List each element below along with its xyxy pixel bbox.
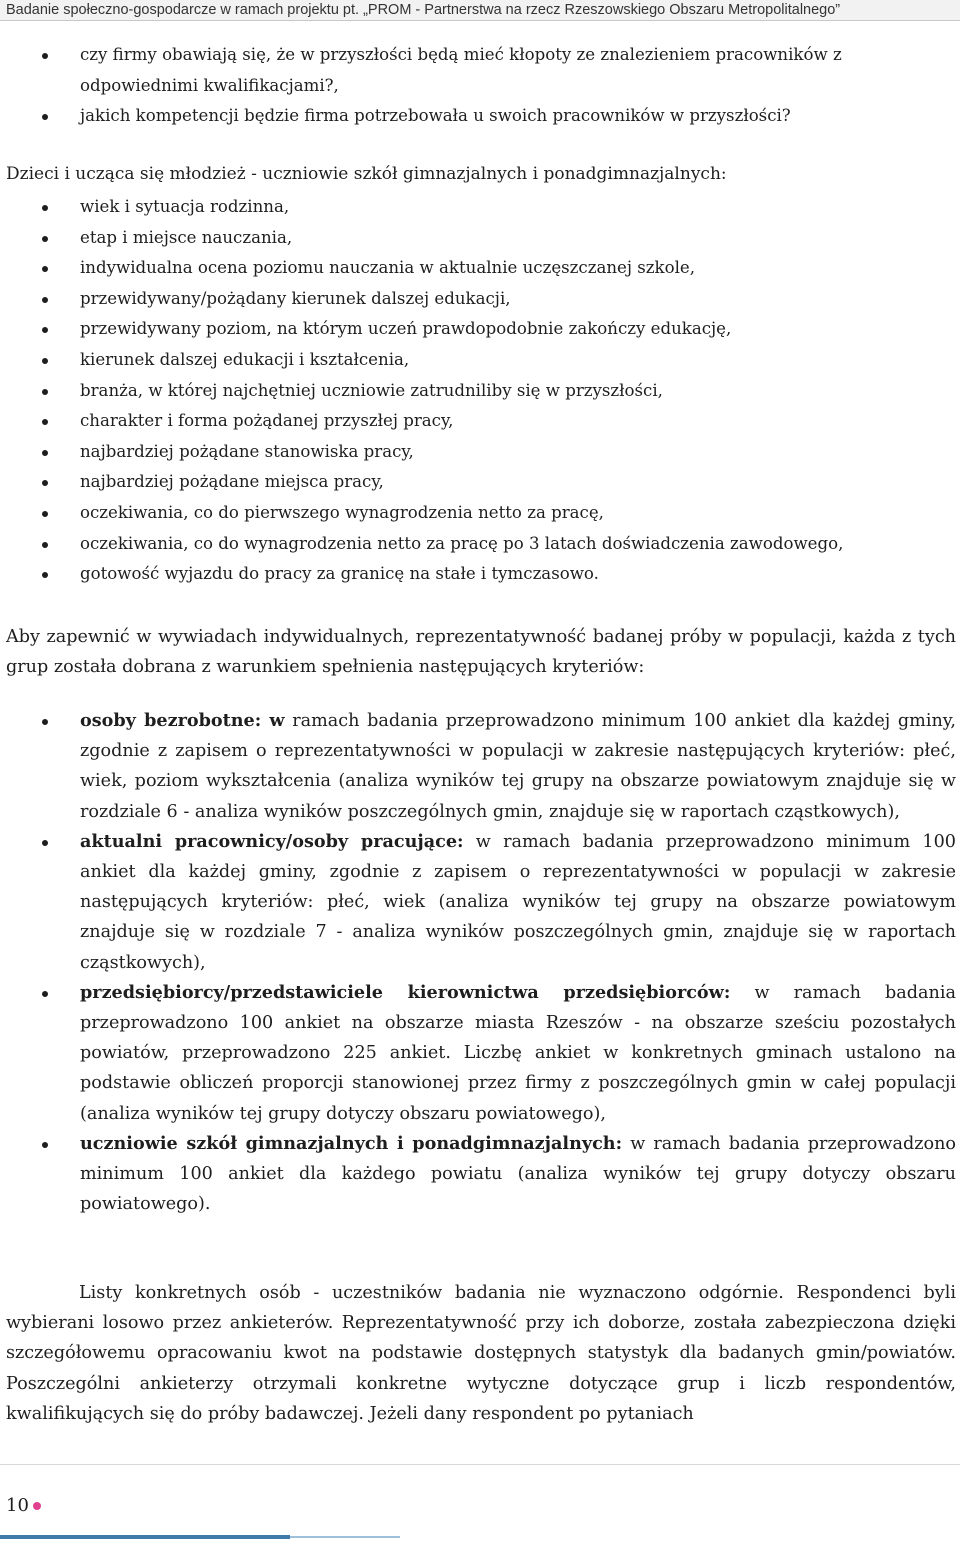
- footer-bar-dark: [0, 1535, 290, 1539]
- final-paragraph: Listy konkretnych osób - uczestników badania nie wyznaczono odgórnie. Respondenci byli wybierani losowo przez ankieterów. Reprezentatywność przy ich doborze, została zabezpieczona dzięki szczegółowemu opracowaniu kwot na podstawie dostępnych statystyk dla badanych gmin/powiatów. Poszczególni ankieterzy otrzymali konkretne wytyczne dotyczące grup i liczb respondentów, kwalifikujących się do próby badawczej. Jeżeli dany respondent po pytaniach: [6, 1283, 956, 1424]
- criteria-item-students: [0, 1129, 960, 1220]
- criteria-label: uczniowie szkół gimnazjalnych i ponadgimnazjalnych:: [80, 1132, 623, 1154]
- students-questions: [0, 192, 960, 590]
- list-item: wiek i sytuacja rodzinna,: [0, 192, 960, 223]
- list-item: jakich kompetencji będzie firma potrzebowała u swoich pracowników w przyszłości?: [0, 101, 960, 132]
- list-item: najbardziej pożądane stanowiska pracy,: [0, 437, 960, 468]
- criteria-text: w ramach badania przeprowadzono minimum 100 ankiet dla każdego powiatu (analiza wyników tej grupy dotyczy obszaru powiatowego).: [80, 1133, 957, 1215]
- running-header: Badanie społeczno-gospodarcze w ramach projektu pt. „PROM - Partnerstwa na rzecz Rzeszowskiego Obszaru Metropolitalnego”: [0, 0, 960, 21]
- dot-icon: [33, 1502, 41, 1510]
- list-item: gotowość wyjazdu do pracy za granicę na stałe i tymczasowo.: [0, 559, 960, 590]
- criteria-item-employed: [0, 827, 960, 978]
- list-item: oczekiwania, co do wynagrodzenia netto za pracę po 3 latach doświadczenia zawodowego,: [0, 529, 960, 560]
- page-number: 10: [6, 1495, 29, 1516]
- criteria-list: [0, 706, 960, 1219]
- list-item: etap i miejsce nauczania,: [0, 223, 960, 254]
- footer-bar: [0, 1533, 400, 1541]
- criteria-label: osoby bezrobotne: w: [80, 710, 285, 731]
- criteria-intro: Aby zapewnić w wywiadach indywidualnych, reprezentatywność badanej próby w populacji, każda z tych grup została dobrana z warunkiem spełnienia następujących kryteriów:: [6, 627, 956, 678]
- criteria-item-entrepreneurs: [0, 978, 960, 1129]
- criteria-label: przedsiębiorcy/przedstawiciele kierownictwa przedsiębiorców:: [80, 981, 731, 1003]
- list-item: przewidywany poziom, na którym uczeń prawdopodobnie zakończy edukację,: [0, 314, 960, 345]
- employer-questions: [0, 40, 960, 132]
- list-item: branża, w której najchętniej uczniowie zatrudniliby się w przyszłości,: [0, 376, 960, 407]
- criteria-text: w ramach badania przeprowadzono minimum 100 ankiet dla każdej gminy, zgodnie z zapisem o reprezentatywności w populacji w zakresie następujących kryteriów: płeć, wiek (analiza wyników tej grupy na obszarze powiatowym znajduje się w rozdziale 7 - analiza wyników poszczególnych gmin, znajduje się w raportach cząstkowych),: [80, 831, 956, 973]
- list-item: oczekiwania, co do pierwszego wynagrodzenia netto za pracę,: [0, 498, 960, 529]
- list-item: charakter i forma pożądanej przyszłej pracy,: [0, 406, 960, 437]
- list-item: czy firmy obawiają się, że w przyszłości będą mieć kłopoty ze znalezieniem pracowników z odpowiednimi kwalifikacjami?,: [0, 40, 960, 101]
- criteria-label: aktualni pracownicy/osoby pracujące:: [80, 830, 464, 852]
- students-heading: Dzieci i ucząca się młodzież - uczniowie szkół gimnazjalnych i ponadgimnazjalnych:: [6, 164, 727, 184]
- footer-bar-light: [290, 1536, 400, 1538]
- footer-divider: [0, 1464, 960, 1465]
- list-item: przewidywany/pożądany kierunek dalszej edukacji,: [0, 284, 960, 315]
- list-item: indywidualna ocena poziomu nauczania w aktualnie uczęszczanej szkole,: [0, 253, 960, 284]
- criteria-text: ramach badania przeprowadzono minimum 100 ankiet dla każdej gminy, zgodnie z zapisem o reprezentatywności w populacji w zakresie następujących kryteriów: płeć, wiek, poziom wykształcenia (analiza wyników tej grupy na obszarze powiatowym znajduje się w rozdziale 6 - analiza wyników poszczególnych gmin, znajduje się w raportach cząstkowych),: [80, 711, 956, 822]
- criteria-item-unemployed: [0, 706, 960, 827]
- criteria-text: w ramach badania przeprowadzono 100 ankiet na obszarze miasta Rzeszów - na obszarze sześciu pozostałych powiatów, przeprowadzono 225 ankiet. Liczbę ankiet w konkretnych gminach ustalono na podstawie obliczeń proporcji stanowionej przez firmy z poszczególnych gmin w całej populacji (analiza wyników tej grupy dotyczy obszaru powiatowego),: [80, 982, 956, 1124]
- list-item: kierunek dalszej edukacji i kształcenia,: [0, 345, 960, 376]
- list-item: najbardziej pożądane miejsca pracy,: [0, 467, 960, 498]
